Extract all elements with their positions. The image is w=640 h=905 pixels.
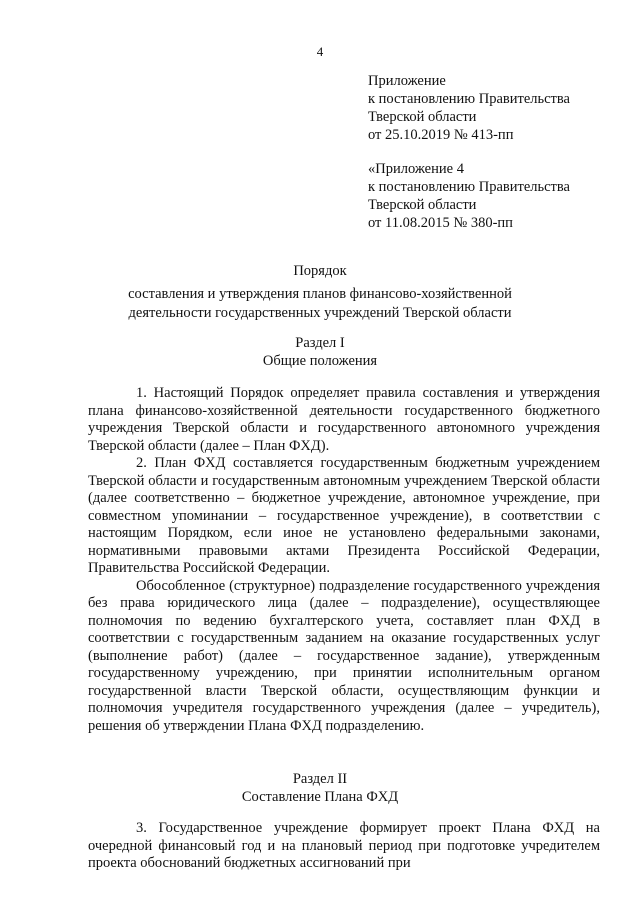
title-line: составления и утверждения планов финансово-хозяйственной — [128, 286, 512, 302]
section-body — [88, 820, 600, 873]
appendix-current-reference — [368, 72, 628, 144]
paragraph: 2. План ФХД составляется государственным бюджетным учреждением Тверской области и государственным автономным учреждением Тверской области (далее соответственно – бюджетное учреждение, автономное учреждение, при совместном упоминании – государственное учреждение), в соответствии с настоящим Порядком, если иное не установлено федеральными законами, нормативными правовыми актами Президента Российской Федерации, Правительства Российской Федерации. — [88, 455, 600, 576]
paragraph: Обособленное (структурное) подразделение государственного учреждения без права юридического лица (далее – подразделение), осуществляющее полномочия по ведению бухгалтерского учета, составляет план ФХД в соответствии с государственным заданием на оказание государственных услуг (выполнение работ) (далее – государственное задание), утвержденным государственному учреждению, при принятии исполнительным органом государственной власти Тверской области, осуществляющим функции и полномочия учредителя государственного учреждения (далее – учредитель), решения об утверждении Плана ФХД подразделению. — [88, 577, 600, 734]
appendix-line: Тверской области — [368, 109, 477, 125]
appendix-line: к постановлению Правительства — [368, 91, 570, 107]
appendix-line: Приложение — [368, 73, 446, 89]
section-heading — [0, 334, 640, 370]
paragraph: 3. Государственное учреждение формирует проект Плана ФХД на очередной финансовый год и на плановый период при подготовке учредителем проекта обоснований бюджетных ассигнований при — [88, 820, 600, 871]
appendix-original-reference — [368, 160, 628, 232]
section-body — [88, 385, 600, 735]
document-title — [0, 262, 640, 323]
appendix-line: Тверской области — [368, 197, 477, 213]
appendix-line: от 25.10.2019 № 413-пп — [368, 127, 514, 143]
section-heading — [0, 770, 640, 806]
appendix-line: к постановлению Правительства — [368, 179, 570, 195]
appendix-line: «Приложение 4 — [368, 161, 464, 177]
section-name: Составление Плана ФХД — [241, 789, 399, 805]
section-name: Общие положения — [262, 353, 378, 369]
title-line: деятельности государственных учреждений Тверской области — [128, 305, 512, 321]
paragraph: 1. Настоящий Порядок определяет правила составления и утверждения плана финансово-хозяйственной деятельности государственного бюджетного учреждения Тверской области и государственного автономного учреждения Тверской области (далее – План ФХД). — [88, 385, 600, 454]
appendix-line: от 11.08.2015 № 380-пп — [368, 215, 513, 231]
section-label: Раздел I — [295, 335, 345, 351]
title-heading: Порядок — [293, 263, 347, 279]
page-number: 4 — [316, 44, 324, 59]
section-label: Раздел II — [292, 771, 348, 787]
